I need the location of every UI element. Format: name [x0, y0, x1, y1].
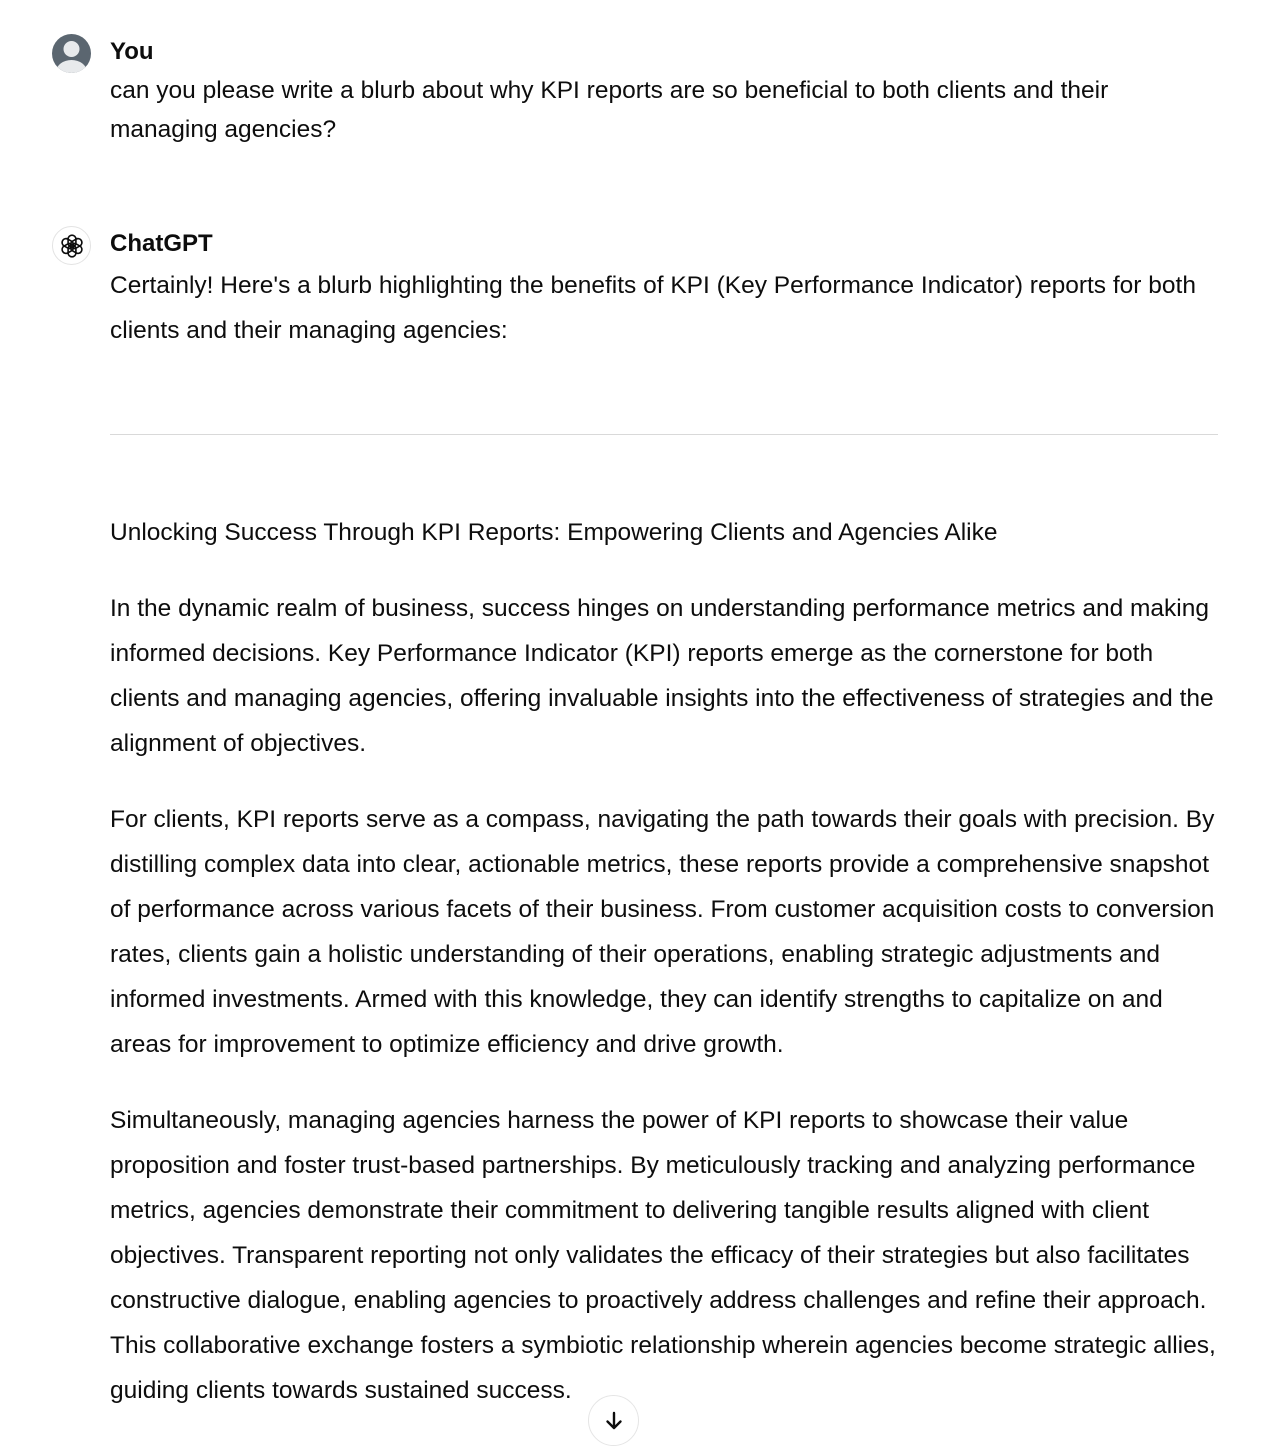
user-author-name: You: [110, 38, 154, 65]
assistant-author-name: ChatGPT: [110, 230, 213, 257]
blurb-paragraph: For clients, KPI reports serve as a compass, navigating the path towards their goals with precision. By distilling complex data into clear, actionable metrics, these reports provide a comprehensive snapshot of performance across various facets of their business. From customer acquisition costs to conversion rates, clients gain a holistic understanding of their operations, enabling strategic adjustments and informed investments. Armed with this knowledge, they can identify strengths to capitalize on and areas for improvement to optimize efficiency and drive growth.: [110, 806, 1215, 1058]
assistant-intro-text: Certainly! Here's a blurb highlighting the benefits of KPI (Key Performance Indicator) reports for both clients and their managing agencies:: [110, 272, 1196, 344]
user-avatar-icon: [52, 34, 91, 73]
blurb-paragraph: Simultaneously, managing agencies harness the power of KPI reports to showcase their value proposition and foster trust-based partnerships. By meticulously tracking and analyzing performance metrics, agencies demonstrate their commitment to delivering tangible results aligned with client objectives. Transparent reporting not only validates the efficacy of their strategies but also facilitates constructive dialogue, enabling agencies to proactively address challenges and refine their approach. This collaborative exchange fosters a symbiotic relationship wherein agencies become strategic allies, guiding clients towards sustained success.: [110, 1107, 1216, 1404]
user-message-text: can you please write a blurb about why KPI reports are so beneficial to both clients and their managing agencies?: [110, 77, 1109, 143]
blurb-title: Unlocking Success Through KPI Reports: Empowering Clients and Agencies Alike: [110, 519, 998, 546]
arrow-down-icon: [602, 1409, 626, 1433]
blurb-paragraph: In the dynamic realm of business, success hinges on understanding performance metrics and making informed decisions. Key Performance Indicator (KPI) reports emerge as the cornerstone for both clients and managing agencies, offering invaluable insights into the effectiveness of strategies and the alignment of objectives.: [110, 595, 1214, 757]
openai-logo-icon: [52, 226, 91, 265]
scroll-to-bottom-button[interactable]: [588, 1395, 639, 1446]
assistant-message-body: [110, 263, 1218, 1444]
